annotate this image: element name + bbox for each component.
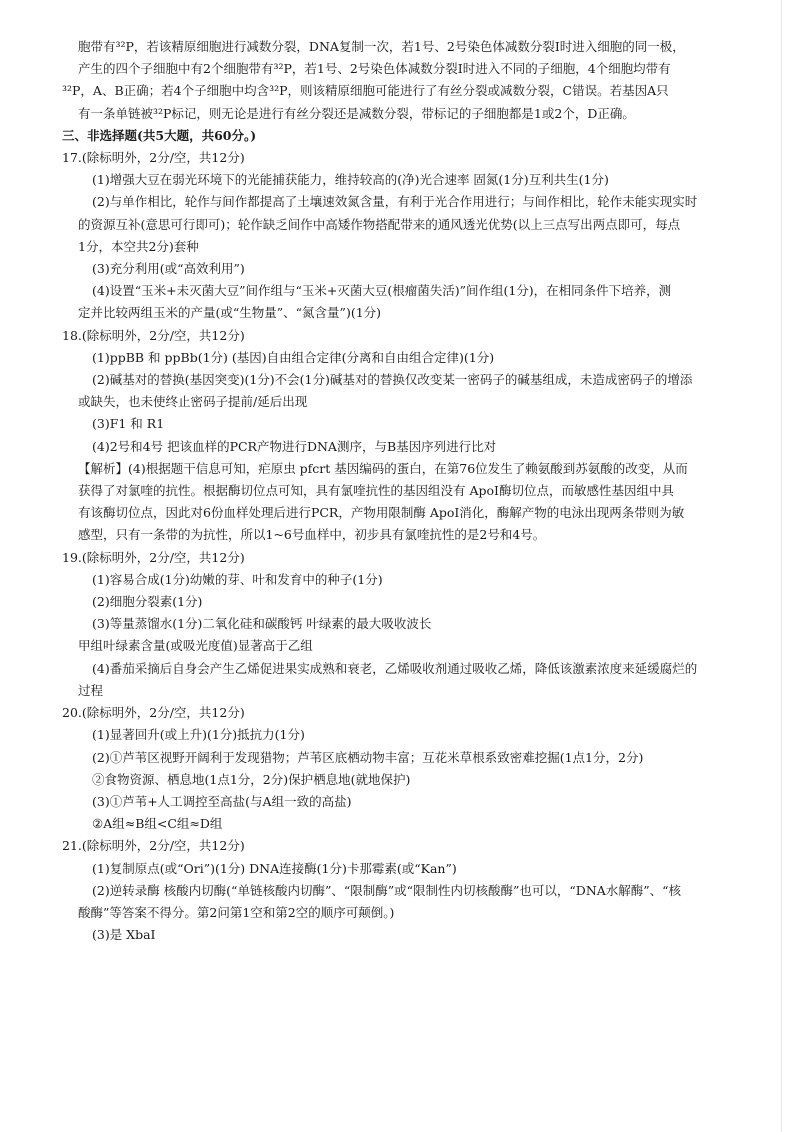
answer-line: 或缺失，也未使终止密码子提前/延后出现 bbox=[78, 394, 308, 410]
answer-line: (3)是 XbaⅠ bbox=[92, 927, 156, 943]
analysis-line: 感型，只有一条带的为抗性，所以1~6号血样中，初步具有氯喹抗性的是2号和4号。 bbox=[78, 527, 546, 543]
answer-line: 1分，本空共2分)套种 bbox=[78, 238, 199, 254]
answer-line: (3)F1 和 R1 bbox=[92, 416, 165, 432]
question-18-header: 18.(除标明外，2分/空，共12分) bbox=[62, 327, 245, 343]
answer-line: (1)复制原点(或“Ori”)(1分) DNA连接酶(1分)卡那霉素(或“Kan”) bbox=[92, 860, 457, 876]
analysis-line: 获得了对氯喹的抗性。根据酶切位点可知，具有氯喹抗性的基因组没有 ApoⅠ酶切位点，而敏感性基因组中具 bbox=[78, 483, 674, 499]
answer-line: (2)与单作相比，轮作与间作都提高了土壤速效氮含量，有利于光合作用进行；与间作相比，轮作未能实现实时 bbox=[92, 194, 698, 210]
answer-line: 甲组叶绿素含量(或吸光度值)显著高于乙组 bbox=[78, 638, 313, 654]
question-19-header: 19.(除标明外，2分/空，共12分) bbox=[62, 549, 245, 565]
analysis-line: 【解析】(4)根据题干信息可知，疟原虫 pfcrt 基因编码的蛋白，在第76位发生了赖氨酸到苏氨酸的改变，从而 bbox=[78, 460, 688, 476]
answer-line: (2)碱基对的替换(基因突变)(1分)不会(1分)碱基对的替换仅改变某一密码子的碱基组成，未造成密码子的增添 bbox=[92, 372, 693, 388]
answer-line: (1)增强大豆在弱光环境下的光能捕获能力，维持较高的(净)光合速率 固氮(1分)互利共生(1分) bbox=[92, 172, 609, 188]
text-line: 胞带有³²P，若该精原细胞进行减数分裂，DNA复制一次，若1号、2号染色体减数分裂Ⅰ时进入细胞的同一极， bbox=[78, 39, 685, 54]
answer-line: (1)ppBB 和 ppBb(1分) (基因)自由组合定律(分离和自由组合定律)(1分) bbox=[92, 349, 495, 365]
answer-line: (4)番茄采摘后自身会产生乙烯促进果实成熟和衰老，乙烯吸收剂通过吸收乙烯，降低该激素浓度来延缓腐烂的 bbox=[92, 660, 698, 676]
answer-line: ②食物资源、栖息地(1点1分，2分)保护栖息地(就地保护) bbox=[92, 771, 411, 787]
text-line: 产生的四个子细胞中有2个细胞带有³²P，若1号、2号染色体减数分裂Ⅰ时进入不同的子细胞，4个细胞均带有 bbox=[78, 61, 671, 77]
analysis-line: 有该酶切位点，因此对6份血样处理后进行PCR，产物用限制酶 ApoⅠ消化，酶解产物的电泳出现两条带则为敏 bbox=[78, 505, 685, 521]
answer-line: 定并比较两组玉米的产量(或“生物量”、“氮含量”)(1分) bbox=[78, 305, 382, 321]
answer-line: 过程 bbox=[78, 682, 104, 698]
question-17-header: 17.(除标明外，2分/空，共12分) bbox=[62, 150, 245, 166]
answer-line: (2)①芦苇区视野开阔利于发现猎物；芦苇区底栖动物丰富；互花米草根系致密难挖掘(1点1分，2分) bbox=[92, 749, 644, 765]
answer-line: (2)逆转录酶 核酸内切酶(“单链核酸内切酶”、“限制酶”或“限制性内切核酸酶”也可以，“DNA水解酶”、“核 bbox=[92, 882, 682, 898]
text-line: ³²P，A、B正确；若4个子细胞中均含³²P，则该精原细胞可能进行了有丝分裂或减数分裂，C错误。若基因A只 bbox=[62, 83, 669, 99]
answer-line: (4)2号和4号 把该血样的PCR产物进行DNA测序，与B基因序列进行比对 bbox=[92, 438, 497, 454]
answer-line: (3)①芦苇+人工调控至高盐(与A组一致的高盐) bbox=[92, 793, 352, 809]
text-line: 有一条单链被³²P标记，则无论是进行有丝分裂还是减数分裂，带标记的子细胞都是1或2个，D正确。 bbox=[78, 105, 635, 121]
answer-line: (3)等量蒸馏水(1分)二氧化硅和碳酸钙 叶绿素的最大吸收波长 bbox=[92, 616, 432, 632]
section-heading: 三、非选择题(共5大题，共60分。) bbox=[62, 127, 257, 143]
answer-line: 的资源互补(意思可行即可)；轮作缺乏间作中高矮作物搭配带来的通风透光优势(以上三点写出两点即可，每点 bbox=[78, 216, 681, 232]
answer-line: (3)充分利用(或“高效利用”) bbox=[92, 261, 245, 277]
answer-line: 酸酶”等答案不得分。第2问第1空和第2空的顺序可颠倒。) bbox=[78, 904, 395, 920]
answer-line: (2)细胞分裂素(1分) bbox=[92, 594, 203, 610]
answer-line: (1)显著回升(或上升)(1分)抵抗力(1分) bbox=[92, 727, 305, 743]
answer-line: (4)设置“玉米+未灭菌大豆”间作组与“玉米+灭菌大豆(根瘤菌失活)”间作组(1分)，在相同条件下培养，测 bbox=[92, 283, 672, 299]
answer-line: (1)容易合成(1分)幼嫩的芽、叶和发育中的种子(1分) bbox=[92, 571, 383, 587]
page-edge-line bbox=[781, 0, 782, 1132]
question-21-header: 21.(除标明外，2分/空，共12分) bbox=[62, 838, 245, 854]
answer-line: ②A组≈B组<C组≈D组 bbox=[92, 816, 223, 832]
question-20-header: 20.(除标明外，2分/空，共12分) bbox=[62, 705, 245, 721]
